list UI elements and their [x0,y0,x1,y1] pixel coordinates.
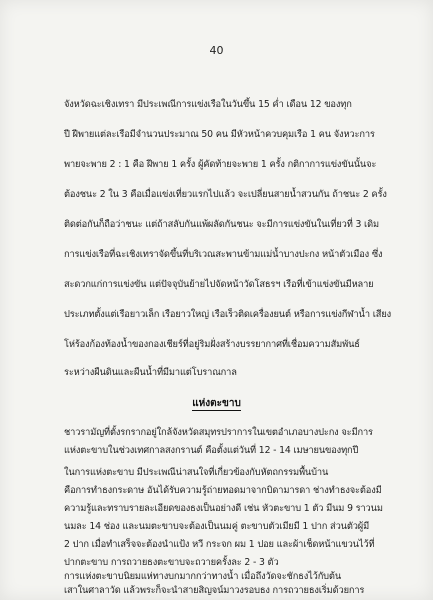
body-line: เสาในศาลาวัด แล้วพระก็จะนำสายสิญจน์มาวงรอบธง การถวายธงเริ่มด้วยการ [64,585,365,596]
body-line: ในการแห่งตะขาบ มีประเพณีน่าสนใจที่เกี่ยวข้องกับหัตถกรรมพื้นบ้าน [64,467,329,478]
body-line: ปากตะขาบ การถวายธงตะขาบจะถวายครั้งละ 2 - 3 ตัว [64,557,279,568]
section-heading-text: แห่งตะขาบ [192,398,241,409]
body-line: พายจะพาย 2 : 1 คือ ฝีพาย 1 ครั้ง ผู้คัดท้ายจะพาย 1 ครั้ง กติกาการแข่งขันนั้นจะ [64,159,377,170]
body-line: โห่ร้องก้องท้องน้ำของกองเชียร์ที่อยู่ริมฝั่งสร้างบรรยากาศที่เชื่อมความสัมพันธ์ [64,339,360,350]
body-line: แห่งตะขาบในช่วงเทศกาลสงกรานต์ คือตั้งแต่วันที่ 12 - 14 เมษายนของทุกปี [64,445,359,456]
body-line: ความรู้และทราบรายละเอียดของธงเป็นอย่างดี เช่น หัวตะขาบ 1 ตัว มีนม 9 ราวนม [64,503,383,514]
page-number: 40 [209,44,224,57]
body-line: ระหว่างผืนดินและผืนน้ำที่มีมาแต่โบราณกาล [64,367,237,378]
body-line: ติดต่อกันก็ถือว่าชนะ แต่ถ้าสลับกันแพ้ผลัดกันชนะ จะมีการแข่งขันในเที่ยวที่ 3 เดิม [64,219,379,230]
body-line: นมละ 14 ช่อง และนมตะขาบจะต้องเป็นนมคู่ ตะขาบตัวเมียมี 1 ปาก ส่วนตัวผู้มี [64,521,370,532]
body-line: ประเภทตั้งแต่เรือยาวเล็ก เรือยาวใหญ่ เรือเร็วติดเครื่องยนต์ หรือการแข่งกีฬาน้ำ เสียง [64,309,392,320]
body-line: การแห่งตะขาบนิยมแห่ทางบกมากกว่าทางน้ำ เมื่อถึงวัดจะชักธงไว้กับต้น [64,571,342,582]
body-line: ต้องชนะ 2 ใน 3 คือเมื่อแข่งเที่ยวแรกไปแล้ว จะเปลี่ยนสายน้ำสวนกัน ถ้าชนะ 2 ครั้ง [64,189,387,200]
section-heading [0,396,433,411]
body-line: ชาวรามัญที่ตั้งรกรากอยู่ใกล้จังหวัดสมุทรปราการในเขตอำเภอบางปะกง จะมีการ [64,427,373,438]
body-line: สะดวกแก่การแข่งขัน แต่ปัจจุบันย้ายไปจัดหน้าวัดโสธรฯ เรือที่เข้าแข่งขันมีหลาย [64,279,374,290]
body-line: จังหวัดฉะเชิงเทรา มีประเพณีการแข่งเรือในวันขึ้น 15 ค่ำ เดือน 12 ของทุก [64,99,352,110]
body-line: ปี ฝีพายแต่ละเรือมีจำนวนประมาณ 50 คน มีหัวหน้าควบคุมเรือ 1 คน จังหวะการ [64,129,375,140]
body-line: คือการทำธงกระดาษ อันได้รับความรู้ถ่ายทอดมาจากบิดามารดา ช่างทำธงจะต้องมี [64,485,382,496]
body-line: 2 ปาก เมื่อทำเสร็จจะต้องนำแป้ง หวี กระจก ผม 1 ปอย และผ้าเช็ดหน้าแขวนไว้ที่ [64,539,375,550]
body-line: การแข่งเรือที่ฉะเชิงเทราจัดขึ้นที่บริเวณสะพานข้ามแม่น้ำบางปะกง หน้าตัวเมือง ซึ่ง [64,249,383,260]
